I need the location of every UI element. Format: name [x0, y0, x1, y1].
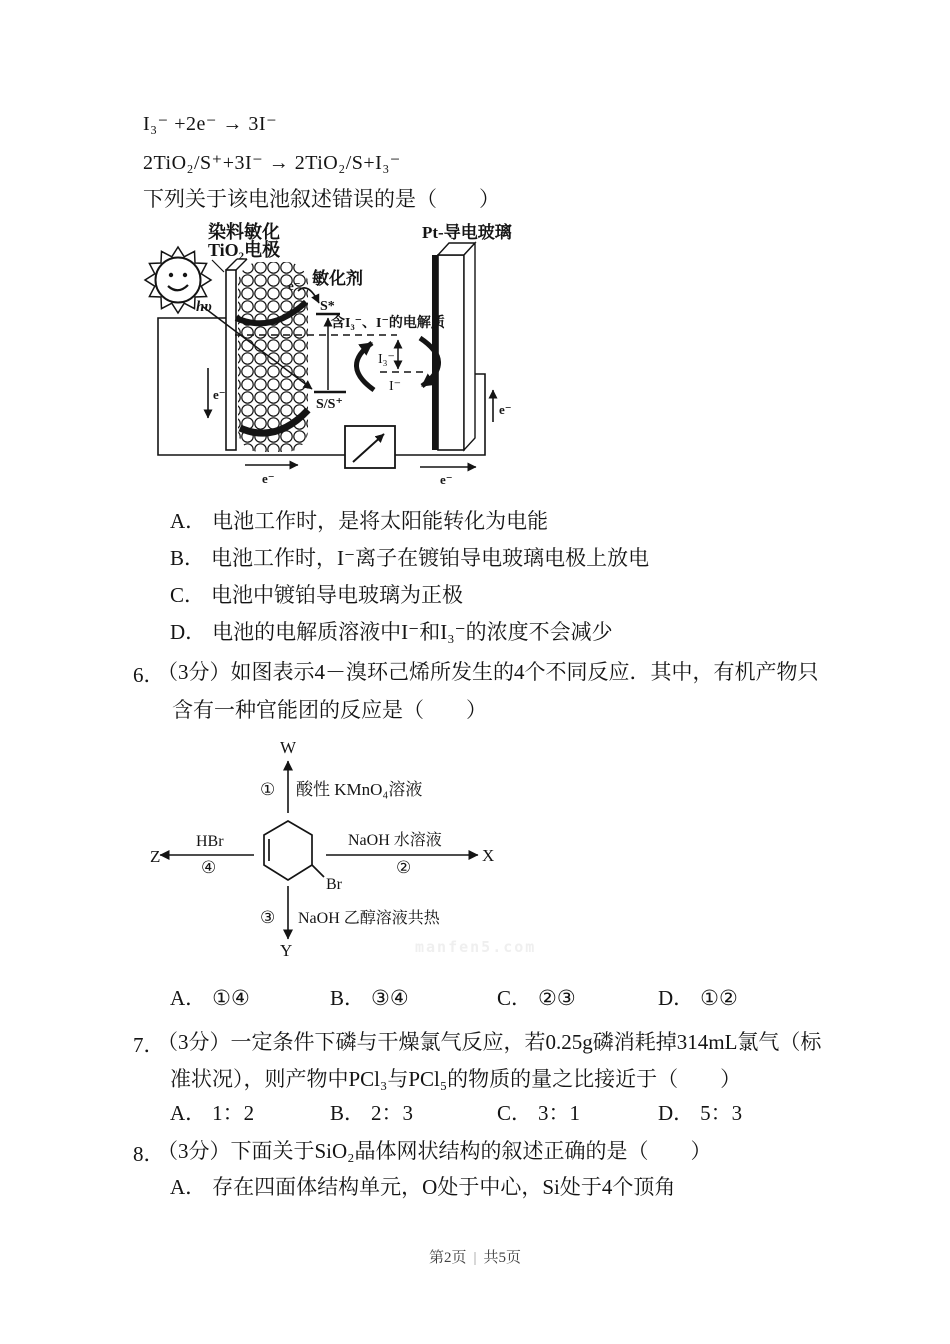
pt-glass-label: Pt-导电玻璃 [422, 223, 512, 242]
q5-option-b [170, 545, 649, 571]
reaction4-reagent: HBr [196, 833, 224, 850]
q7-stem-line2: 准状况），则产物中PCl₃与PCl₅的物质的量之比接近于（ ） [170, 1067, 742, 1091]
cyclohexene-ring [264, 821, 312, 880]
reaction3-number: ③ [260, 908, 276, 927]
electrolyte-label: 含I₃⁻、I⁻的电解质 [331, 316, 445, 331]
br-label: Br [326, 876, 342, 893]
equation-line-2: 2TiO₂/S⁺+3I⁻ → 2TiO₂/S+I₃⁻ [143, 152, 401, 174]
q7-number: 7． [133, 1033, 165, 1057]
option-key: D． [658, 1101, 695, 1125]
dye-label-line2: TiO₂电极 [208, 240, 281, 260]
option-key: B． [330, 1101, 366, 1125]
q7-option-a [170, 1100, 254, 1126]
watermark: manfen5.com [415, 938, 537, 956]
q5-option-a [170, 508, 548, 534]
s-ground-label: S/S⁺ [316, 397, 343, 412]
q6-stem-line1: （3分）如图表示4－溴环己烯所发生的4个不同反应．其中，有机产物只 [157, 660, 819, 684]
q7-stem-line1: （3分）一定条件下磷与干燥氯气反应，若0.25g磷消耗掉314mL氯气（标 [157, 1030, 822, 1054]
q6-option-b [330, 985, 409, 1011]
dye-label-line1: 染料敏化 [208, 222, 280, 242]
q6-option-d [658, 985, 738, 1011]
q8-stem: （3分）下面关于SiO₂晶体网状结构的叙述正确的是（ ） [157, 1139, 712, 1163]
option-key: A． [170, 1175, 207, 1199]
sensitizer-label: 敏化剂 [312, 269, 363, 288]
q5-stem: 下列关于该电池叙述错误的是（ ） [143, 187, 500, 211]
q8-number: 8． [133, 1142, 165, 1166]
q5-option-d [170, 619, 613, 645]
option-text: 电池中镀铂导电玻璃为正极 [211, 583, 464, 607]
footer-page-number: 第2页 [428, 1250, 467, 1266]
e-label: e⁻ [288, 278, 301, 293]
option-key: C． [497, 986, 533, 1010]
cycle-arrow-left [356, 343, 374, 390]
reaction2-reagent: NaOH 水溶液 [348, 832, 442, 849]
option-key: D． [170, 620, 207, 644]
q7-option-b [330, 1100, 413, 1126]
option-text: ③④ [371, 986, 409, 1010]
footer-total-pages: 共5页 [483, 1250, 522, 1266]
q5-option-c [170, 582, 463, 608]
product-z-label: Z [150, 847, 161, 866]
reaction1-reagent: 酸性 KMnO₄溶液 [296, 780, 423, 799]
option-key: D． [658, 986, 695, 1010]
q6-number: 6． [133, 663, 165, 687]
q6-option-a [170, 985, 250, 1011]
i-label: I⁻ [389, 379, 402, 394]
i3-label: I₃⁻ [378, 352, 395, 367]
page-footer [0, 1246, 950, 1267]
hv-label: hυ [196, 299, 212, 315]
option-text: 2：3 [371, 1101, 414, 1125]
footer-separator: | [473, 1250, 477, 1266]
reaction3-reagent: NaOH 乙醇溶液共热 [298, 910, 440, 927]
option-key: B． [330, 986, 366, 1010]
option-text: ①④ [212, 986, 250, 1010]
option-key: C． [170, 583, 206, 607]
product-x-label: X [482, 846, 495, 865]
br-bond [312, 865, 324, 877]
q7-option-d [658, 1100, 742, 1126]
product-w-label: W [280, 738, 297, 757]
option-text: ②③ [538, 986, 576, 1010]
e-right-label: e⁻ [499, 402, 512, 417]
option-text: 电池的电解质溶液中I⁻和I₃⁻的浓度不会减少 [212, 620, 613, 644]
reaction1-number: ① [260, 780, 276, 799]
reaction4-number: ④ [201, 858, 217, 877]
reaction2-number: ② [396, 858, 412, 877]
option-text: 3：1 [538, 1101, 581, 1125]
e-bottom-left-label: e⁻ [262, 471, 275, 486]
q8-option-a [170, 1174, 675, 1200]
bromocyclohexene-reaction-diagram [150, 733, 530, 961]
option-text: 电池工作时，I⁻离子在镀铂导电玻璃电极上放电 [211, 546, 650, 570]
option-text: 5：3 [700, 1101, 743, 1125]
option-key: A． [170, 509, 207, 533]
solar-cell-diagram [150, 222, 610, 492]
option-key: A． [170, 986, 207, 1010]
e-left-label: e⁻ [213, 387, 226, 402]
option-key: B． [170, 546, 206, 570]
product-y-label: Y [280, 941, 293, 960]
option-key: A． [170, 1101, 207, 1125]
label-leader-line [212, 260, 224, 272]
option-key: C． [497, 1101, 533, 1125]
q7-option-c [497, 1100, 580, 1126]
q6-option-c [497, 985, 576, 1011]
e-bottom-right-label: e⁻ [440, 472, 453, 487]
q6-stem-line2: 含有一种官能团的反应是（ ） [172, 698, 487, 722]
option-text: ①② [700, 986, 738, 1010]
equation-line-1: I₃⁻ +2e⁻ → 3I⁻ [143, 113, 278, 135]
s-excited-label: S* [320, 299, 335, 314]
option-text: 存在四面体结构单元，O处于中心，Si处于4个顶角 [212, 1175, 676, 1199]
pt-electrode-slab [432, 243, 475, 450]
option-text: 电池工作时，是将太阳能转化为电能 [212, 509, 549, 533]
option-text: 1：2 [212, 1101, 255, 1125]
